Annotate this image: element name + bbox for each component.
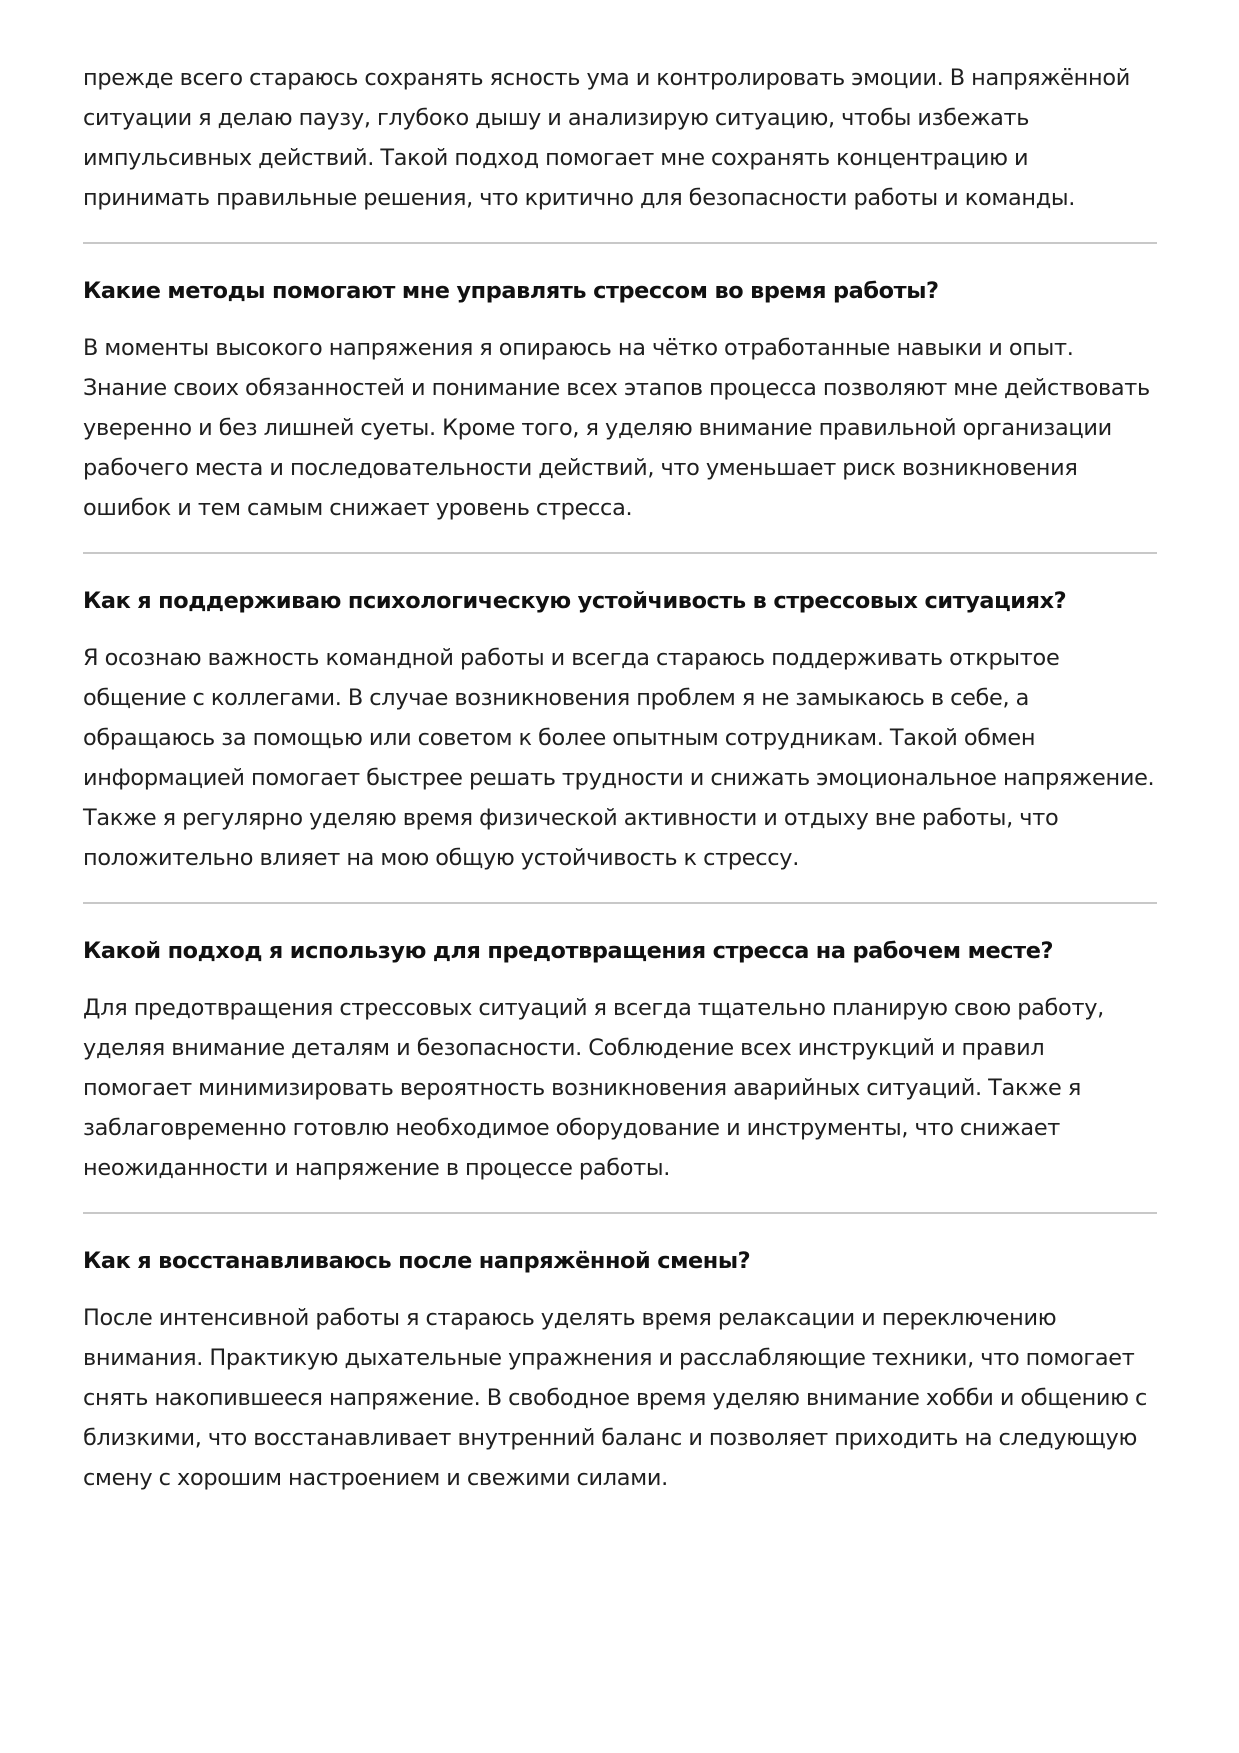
section-divider	[83, 552, 1157, 554]
section-divider	[83, 242, 1157, 244]
question-heading: Какие методы помогают мне управлять стрессом во время работы?	[83, 278, 939, 304]
section-divider	[83, 902, 1157, 904]
document-page	[83, 58, 1157, 1498]
answer-paragraph: В моменты высокого напряжения я опираюсь на чётко отработанные навыки и опыт. Знание своих обязанностей и понимание всех этапов процесса позволяют мне действовать уверенно и без лишней суеты. Кроме того, я уделяю внимание правильной организации рабочего места и последовательности действий, что уменьшает риск возникновения ошибок и тем самым снижает уровень стресса.	[83, 335, 1150, 521]
answer-paragraph: После интенсивной работы я стараюсь уделять время релаксации и переключению внимания. Практикую дыхательные упражнения и расслабляющие техники, что помогает снять накопившееся напряжение. В свободное время уделяю внимание хобби и общению с близкими, что восстанавливает внутренний баланс и позволяет приходить на следующую смену с хорошим настроением и свежими силами.	[83, 1305, 1148, 1491]
section-psychological-resilience	[83, 585, 1157, 878]
section-divider	[83, 1212, 1157, 1214]
question-heading: Как я восстанавливаюсь после напряжённой смены?	[83, 1248, 751, 1274]
intro-paragraph: прежде всего стараюсь сохранять ясность ума и контролировать эмоции. В напряжённой ситуации я делаю паузу, глубоко дышу и анализирую ситуацию, чтобы избежать импульсивных действий. Такой подход помогает мне сохранять концентрацию и принимать правильные решения, что критично для безопасности работы и команды.	[83, 65, 1130, 211]
section-stress-prevention	[83, 935, 1157, 1188]
section-recovery	[83, 1245, 1157, 1498]
answer-paragraph: Я осознаю важность командной работы и всегда стараюсь поддерживать открытое общение с коллегами. В случае возникновения проблем я не замыкаюсь в себе, а обращаюсь за помощью или советом к более опытным сотрудникам. Такой обмен информацией помогает быстрее решать трудности и снижать эмоциональное напряжение. Также я регулярно уделяю время физической активности и отдыху вне работы, что положительно влияет на мою общую устойчивость к стрессу.	[83, 645, 1155, 871]
question-heading: Как я поддерживаю психологическую устойчивость в стрессовых ситуациях?	[83, 588, 1067, 614]
question-heading: Какой подход я использую для предотвращения стресса на рабочем месте?	[83, 938, 1054, 964]
answer-paragraph: Для предотвращения стрессовых ситуаций я всегда тщательно планирую свою работу, уделяя внимание деталям и безопасности. Соблюдение всех инструкций и правил помогает минимизировать вероятность возникновения аварийных ситуаций. Также я заблаговременно готовлю необходимое оборудование и инструменты, что снижает неожиданности и напряжение в процессе работы.	[83, 995, 1104, 1181]
section-stress-methods	[83, 275, 1157, 528]
